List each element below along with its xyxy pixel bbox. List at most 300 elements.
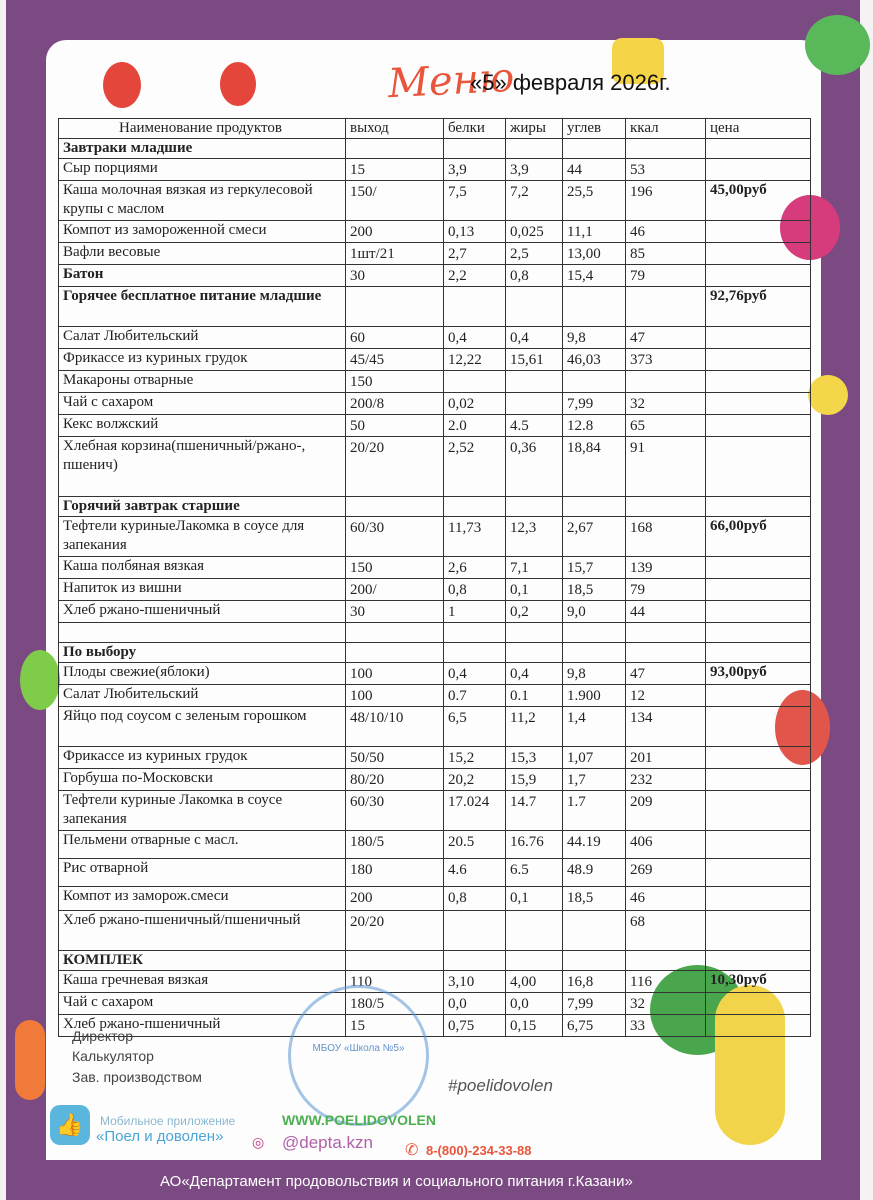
item-carbs: 11,1 xyxy=(563,221,626,243)
hashtag: #poelidovolen xyxy=(448,1076,553,1095)
item-fat: 0,8 xyxy=(506,265,563,287)
item-kcal: 46 xyxy=(626,221,706,243)
item-protein: 0,8 xyxy=(444,887,506,911)
tomato-icon xyxy=(103,62,141,108)
item-name: Плоды свежие(яблоки) xyxy=(59,663,346,685)
table-row xyxy=(59,685,811,707)
item-name: Фрикассе из куриных грудок xyxy=(59,349,346,371)
item-protein: 0,4 xyxy=(444,327,506,349)
item-carbs xyxy=(563,643,626,663)
item-price xyxy=(706,887,811,911)
item-protein: 2,52 xyxy=(444,437,506,497)
item-carbs: 1.7 xyxy=(563,791,626,831)
item-yield: 150/ xyxy=(346,181,444,221)
item-carbs xyxy=(563,951,626,971)
item-name: Горячий завтрак старшие xyxy=(59,497,346,517)
item-carbs xyxy=(563,287,626,327)
item-fat: 0.1 xyxy=(506,685,563,707)
item-protein xyxy=(444,139,506,159)
item-carbs: 1,07 xyxy=(563,747,626,769)
item-name: Салат Любительский xyxy=(59,685,346,707)
item-carbs: 46,03 xyxy=(563,349,626,371)
item-yield: 15 xyxy=(346,159,444,181)
item-kcal: 406 xyxy=(626,831,706,859)
item-kcal: 85 xyxy=(626,243,706,265)
item-kcal: 68 xyxy=(626,911,706,951)
app-name: «Поел и доволен» xyxy=(96,1128,224,1145)
instagram-handle[interactable]: @depta.kzn xyxy=(282,1133,373,1152)
table-row xyxy=(59,579,811,601)
item-yield: 100 xyxy=(346,685,444,707)
item-kcal: 53 xyxy=(626,159,706,181)
item-fat: 0,1 xyxy=(506,579,563,601)
item-kcal: 46 xyxy=(626,887,706,911)
item-fat: 2,5 xyxy=(506,243,563,265)
item-price xyxy=(706,159,811,181)
item-name: Чай с сахаром xyxy=(59,993,346,1015)
item-kcal: 201 xyxy=(626,747,706,769)
table-row xyxy=(59,663,811,685)
item-price xyxy=(706,265,811,287)
item-protein: 20.5 xyxy=(444,831,506,859)
item-name: Компот из замороженной смеси xyxy=(59,221,346,243)
organization-name: АО«Департамент продовольствия и социального питания г.Казани» xyxy=(160,1173,633,1190)
item-protein xyxy=(444,911,506,951)
item-protein: 2,2 xyxy=(444,265,506,287)
item-protein: 6,5 xyxy=(444,707,506,747)
item-yield: 150 xyxy=(346,371,444,393)
section-row xyxy=(59,265,811,287)
item-fat: 15,9 xyxy=(506,769,563,791)
item-price xyxy=(706,1015,811,1037)
item-carbs: 44.19 xyxy=(563,831,626,859)
app-caption: Мобильное приложение xyxy=(100,1114,236,1128)
table-row xyxy=(59,601,811,623)
item-fat: 0,2 xyxy=(506,601,563,623)
table-row xyxy=(59,831,811,859)
item-name xyxy=(59,623,346,643)
item-yield: 200 xyxy=(346,221,444,243)
item-yield xyxy=(346,287,444,327)
item-price xyxy=(706,747,811,769)
column-header: ккал xyxy=(626,119,706,139)
item-name: КОМПЛЕК xyxy=(59,951,346,971)
item-carbs: 9,8 xyxy=(563,327,626,349)
table-row xyxy=(59,349,811,371)
carrot-icon xyxy=(15,1020,45,1100)
item-carbs: 12.8 xyxy=(563,415,626,437)
item-fat xyxy=(506,371,563,393)
item-yield: 60/30 xyxy=(346,517,444,557)
item-name: Хлебная корзина(пшеничный/ржано-, пшенич) xyxy=(59,437,346,497)
table-row xyxy=(59,791,811,831)
item-kcal: 168 xyxy=(626,517,706,557)
menu-date: «5» февраля 2026г. xyxy=(470,70,671,95)
item-kcal xyxy=(626,497,706,517)
column-header: белки xyxy=(444,119,506,139)
apple-icon xyxy=(20,650,60,710)
item-carbs: 9,0 xyxy=(563,601,626,623)
table-row xyxy=(59,623,811,643)
item-kcal: 79 xyxy=(626,579,706,601)
item-name: Хлеб ржано-пшеничный xyxy=(59,1015,346,1037)
app-icon: 👍 xyxy=(50,1105,90,1145)
item-carbs: 25,5 xyxy=(563,181,626,221)
item-fat: 0,1 xyxy=(506,887,563,911)
item-name: Кекс волжский xyxy=(59,415,346,437)
item-kcal: 134 xyxy=(626,707,706,747)
item-yield: 30 xyxy=(346,265,444,287)
item-price xyxy=(706,393,811,415)
item-price xyxy=(706,791,811,831)
item-protein: 3,9 xyxy=(444,159,506,181)
item-protein: 0,8 xyxy=(444,579,506,601)
item-kcal: 32 xyxy=(626,393,706,415)
table-row xyxy=(59,887,811,911)
item-price xyxy=(706,437,811,497)
section-row xyxy=(59,287,811,327)
table-row xyxy=(59,911,811,951)
item-protein xyxy=(444,287,506,327)
item-kcal: 47 xyxy=(626,327,706,349)
item-yield: 180 xyxy=(346,859,444,887)
item-fat: 15,3 xyxy=(506,747,563,769)
item-protein: 15,2 xyxy=(444,747,506,769)
item-carbs: 15,7 xyxy=(563,557,626,579)
item-kcal: 79 xyxy=(626,265,706,287)
item-name: Чай с сахаром xyxy=(59,393,346,415)
item-protein: 12,22 xyxy=(444,349,506,371)
item-yield: 20/20 xyxy=(346,437,444,497)
item-yield xyxy=(346,497,444,517)
item-protein: 2,6 xyxy=(444,557,506,579)
item-yield: 20/20 xyxy=(346,911,444,951)
item-kcal xyxy=(626,951,706,971)
table-row xyxy=(59,371,811,393)
item-kcal: 44 xyxy=(626,601,706,623)
item-price xyxy=(706,859,811,887)
item-name: По выбору xyxy=(59,643,346,663)
item-kcal: 232 xyxy=(626,769,706,791)
item-price xyxy=(706,643,811,663)
item-protein: 3,10 xyxy=(444,971,506,993)
column-header: цена xyxy=(706,119,811,139)
item-protein: 20,2 xyxy=(444,769,506,791)
item-name: Рис отварной xyxy=(59,859,346,887)
item-price xyxy=(706,139,811,159)
website-link[interactable]: WWW.POELIDOVOLEN xyxy=(282,1112,436,1128)
item-kcal: 65 xyxy=(626,415,706,437)
item-kcal xyxy=(626,371,706,393)
item-kcal xyxy=(626,643,706,663)
item-fat xyxy=(506,951,563,971)
item-name: Напиток из вишни xyxy=(59,579,346,601)
item-fat: 7,1 xyxy=(506,557,563,579)
item-fat: 4,00 xyxy=(506,971,563,993)
item-yield: 60/30 xyxy=(346,791,444,831)
item-name: Вафли весовые xyxy=(59,243,346,265)
item-price xyxy=(706,221,811,243)
item-protein: 11,73 xyxy=(444,517,506,557)
stamp-text: МБОУ «Школа №5» xyxy=(312,1043,405,1054)
item-protein: 4.6 xyxy=(444,859,506,887)
item-price xyxy=(706,685,811,707)
item-carbs xyxy=(563,497,626,517)
item-kcal: 373 xyxy=(626,349,706,371)
item-price xyxy=(706,557,811,579)
item-kcal: 116 xyxy=(626,971,706,993)
item-kcal: 209 xyxy=(626,791,706,831)
item-name: Тефтели куриныеЛакомка в соусе для запекания xyxy=(59,517,346,557)
item-name: Горбуша по-Московски xyxy=(59,769,346,791)
item-price: 45,00руб xyxy=(706,181,811,221)
menu-table xyxy=(58,118,811,1037)
table-row xyxy=(59,769,811,791)
item-protein xyxy=(444,497,506,517)
item-carbs: 18,5 xyxy=(563,887,626,911)
phone-number[interactable]: 8-(800)-234-33-88 xyxy=(426,1143,532,1158)
item-carbs: 1,4 xyxy=(563,707,626,747)
menu-title: Меню xyxy=(386,54,516,108)
item-price xyxy=(706,993,811,1015)
section-row xyxy=(59,951,811,971)
item-yield: 200/8 xyxy=(346,393,444,415)
item-carbs: 18,84 xyxy=(563,437,626,497)
item-kcal: 139 xyxy=(626,557,706,579)
table-row xyxy=(59,747,811,769)
item-fat: 14.7 xyxy=(506,791,563,831)
item-carbs: 44 xyxy=(563,159,626,181)
item-fat: 0,025 xyxy=(506,221,563,243)
item-fat: 0,15 xyxy=(506,1015,563,1037)
item-yield xyxy=(346,643,444,663)
item-carbs: 7,99 xyxy=(563,393,626,415)
column-header: выход xyxy=(346,119,444,139)
item-kcal xyxy=(626,623,706,643)
table-row xyxy=(59,181,811,221)
column-header: Наименование продуктов xyxy=(59,119,346,139)
table-row xyxy=(59,993,811,1015)
item-carbs: 6,75 xyxy=(563,1015,626,1037)
table-row xyxy=(59,1015,811,1037)
item-carbs: 48.9 xyxy=(563,859,626,887)
item-fat: 4.5 xyxy=(506,415,563,437)
item-name: Хлеб ржано-пшеничный xyxy=(59,601,346,623)
item-price xyxy=(706,371,811,393)
item-price: 92,76руб xyxy=(706,287,811,327)
item-yield: 200 xyxy=(346,887,444,911)
item-carbs: 1,7 xyxy=(563,769,626,791)
item-price xyxy=(706,951,811,971)
item-name: Батон xyxy=(59,265,346,287)
table-row xyxy=(59,517,811,557)
item-protein: 0,02 xyxy=(444,393,506,415)
item-fat: 6.5 xyxy=(506,859,563,887)
table-row xyxy=(59,557,811,579)
item-carbs: 16,8 xyxy=(563,971,626,993)
item-fat: 11,2 xyxy=(506,707,563,747)
item-fat: 0,4 xyxy=(506,327,563,349)
director-label: Директор xyxy=(72,1028,133,1044)
item-price xyxy=(706,831,811,859)
item-price: 93,00руб xyxy=(706,663,811,685)
item-carbs: 18,5 xyxy=(563,579,626,601)
item-kcal: 12 xyxy=(626,685,706,707)
item-protein: 0,75 xyxy=(444,1015,506,1037)
item-name: Завтраки младшие xyxy=(59,139,346,159)
item-yield: 45/45 xyxy=(346,349,444,371)
item-name: Сыр порциями xyxy=(59,159,346,181)
table-row xyxy=(59,393,811,415)
cucumber-icon xyxy=(805,15,870,75)
table-row xyxy=(59,243,811,265)
table-row xyxy=(59,437,811,497)
calculator-label: Калькулятор xyxy=(72,1048,154,1064)
table-row xyxy=(59,327,811,349)
item-protein xyxy=(444,623,506,643)
item-price: 66,00руб xyxy=(706,517,811,557)
item-protein: 17.024 xyxy=(444,791,506,831)
section-row xyxy=(59,497,811,517)
item-name: Макароны отварные xyxy=(59,371,346,393)
item-yield: 150 xyxy=(346,557,444,579)
item-yield: 100 xyxy=(346,663,444,685)
item-fat: 16.76 xyxy=(506,831,563,859)
item-yield: 110 xyxy=(346,971,444,993)
production-head-label: Зав. производством xyxy=(72,1069,202,1085)
item-yield: 200/ xyxy=(346,579,444,601)
column-header: углев xyxy=(563,119,626,139)
item-protein xyxy=(444,951,506,971)
item-fat xyxy=(506,911,563,951)
item-price: 10,30руб xyxy=(706,971,811,993)
item-name: Хлеб ржано-пшеничный/пшеничный xyxy=(59,911,346,951)
item-price xyxy=(706,327,811,349)
item-yield: 15 xyxy=(346,1015,444,1037)
item-fat: 0,36 xyxy=(506,437,563,497)
item-carbs: 1.900 xyxy=(563,685,626,707)
item-price xyxy=(706,601,811,623)
item-price xyxy=(706,243,811,265)
item-fat xyxy=(506,643,563,663)
item-protein: 7,5 xyxy=(444,181,506,221)
item-yield: 30 xyxy=(346,601,444,623)
item-name: Каша молочная вязкая из геркулесовой крупы с маслом xyxy=(59,181,346,221)
item-price xyxy=(706,415,811,437)
item-fat: 0,0 xyxy=(506,993,563,1015)
table-row xyxy=(59,971,811,993)
item-yield xyxy=(346,139,444,159)
item-protein: 1 xyxy=(444,601,506,623)
item-yield: 48/10/10 xyxy=(346,707,444,747)
item-kcal: 91 xyxy=(626,437,706,497)
item-carbs: 13,00 xyxy=(563,243,626,265)
item-yield: 50 xyxy=(346,415,444,437)
item-protein: 2,7 xyxy=(444,243,506,265)
item-name: Яйцо под соусом с зеленым горошком xyxy=(59,707,346,747)
item-fat xyxy=(506,139,563,159)
table-row xyxy=(59,221,811,243)
item-carbs: 2,67 xyxy=(563,517,626,557)
item-price xyxy=(706,707,811,747)
phone-icon: ✆ xyxy=(405,1142,419,1159)
item-protein: 0,0 xyxy=(444,993,506,1015)
item-kcal: 196 xyxy=(626,181,706,221)
item-protein: 0,4 xyxy=(444,663,506,685)
item-carbs xyxy=(563,911,626,951)
item-fat xyxy=(506,287,563,327)
item-kcal xyxy=(626,287,706,327)
item-name: Каша полбяная вязкая xyxy=(59,557,346,579)
smiley-icon xyxy=(808,375,848,415)
item-kcal: 269 xyxy=(626,859,706,887)
table-row xyxy=(59,415,811,437)
item-price xyxy=(706,579,811,601)
tomato-icon xyxy=(220,62,256,106)
item-yield: 80/20 xyxy=(346,769,444,791)
item-protein: 0,13 xyxy=(444,221,506,243)
item-protein: 2.0 xyxy=(444,415,506,437)
item-fat xyxy=(506,623,563,643)
item-carbs xyxy=(563,623,626,643)
item-price xyxy=(706,349,811,371)
item-fat: 12,3 xyxy=(506,517,563,557)
item-price xyxy=(706,623,811,643)
table-row xyxy=(59,859,811,887)
item-name: Пельмени отварные с масл. xyxy=(59,831,346,859)
table-row xyxy=(59,707,811,747)
item-fat xyxy=(506,393,563,415)
item-yield: 180/5 xyxy=(346,831,444,859)
item-protein xyxy=(444,643,506,663)
item-yield: 1шт/21 xyxy=(346,243,444,265)
item-kcal: 32 xyxy=(626,993,706,1015)
item-fat: 3,9 xyxy=(506,159,563,181)
table-header xyxy=(59,119,811,139)
section-row xyxy=(59,643,811,663)
item-kcal xyxy=(626,139,706,159)
item-name: Горячее бесплатное питание младшие xyxy=(59,287,346,327)
item-fat xyxy=(506,497,563,517)
item-carbs: 9,8 xyxy=(563,663,626,685)
item-yield: 50/50 xyxy=(346,747,444,769)
table-row xyxy=(59,159,811,181)
instagram-icon: ◎ xyxy=(252,1134,265,1150)
item-price xyxy=(706,497,811,517)
item-name: Тефтели куриные Лакомка в соусе запекания xyxy=(59,791,346,831)
item-fat: 15,61 xyxy=(506,349,563,371)
item-name: Фрикассе из куриных грудок xyxy=(59,747,346,769)
item-name: Компот из заморож.смеси xyxy=(59,887,346,911)
column-header: жиры xyxy=(506,119,563,139)
item-yield: 180/5 xyxy=(346,993,444,1015)
item-yield xyxy=(346,951,444,971)
item-kcal: 47 xyxy=(626,663,706,685)
item-carbs xyxy=(563,371,626,393)
item-fat: 7,2 xyxy=(506,181,563,221)
item-yield xyxy=(346,623,444,643)
item-carbs: 7,99 xyxy=(563,993,626,1015)
item-kcal: 33 xyxy=(626,1015,706,1037)
item-price xyxy=(706,911,811,951)
section-row xyxy=(59,139,811,159)
item-price xyxy=(706,769,811,791)
item-carbs xyxy=(563,139,626,159)
stamp xyxy=(288,985,429,1126)
item-yield: 60 xyxy=(346,327,444,349)
item-protein xyxy=(444,371,506,393)
item-carbs: 15,4 xyxy=(563,265,626,287)
